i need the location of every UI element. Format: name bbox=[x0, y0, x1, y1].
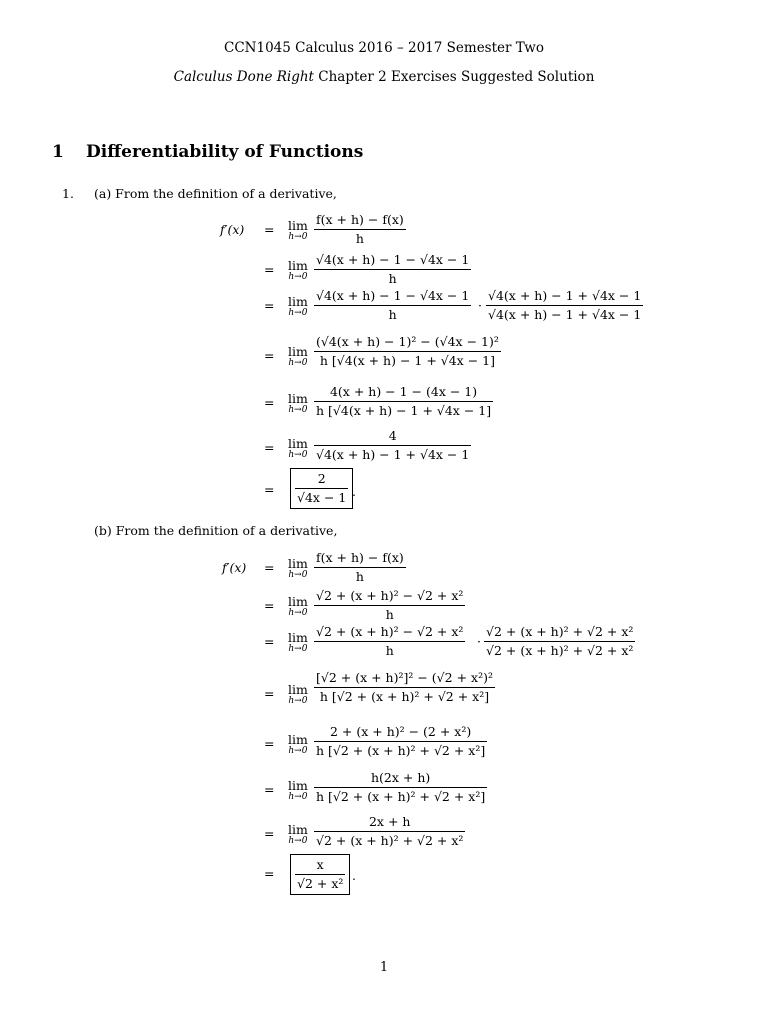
limit: lim h→0 bbox=[288, 391, 308, 415]
lhs-a: f′(x) bbox=[220, 222, 245, 237]
limit: lim h→0 bbox=[288, 630, 308, 654]
fraction: h(2x + h) h [√2 + (x + h)² + √2 + x²] bbox=[316, 770, 486, 804]
equals: = bbox=[264, 782, 275, 797]
section-number: 1 bbox=[52, 142, 64, 162]
fraction: 2x + h √2 + (x + h)² + √2 + x² bbox=[316, 814, 464, 848]
fraction: √4(x + h) − 1 − √4x − 1 h bbox=[316, 252, 470, 286]
fraction: √4(x + h) − 1 − √4x − 1 h bbox=[316, 288, 470, 322]
page-number: 1 bbox=[379, 960, 389, 975]
equals: = bbox=[264, 634, 275, 649]
period: . bbox=[352, 868, 356, 883]
limit: lim h→0 bbox=[288, 556, 308, 580]
fraction: √2 + (x + h)² + √2 + x² √2 + (x + h)² + √2 + x² bbox=[486, 624, 634, 658]
limit: lim h→0 bbox=[288, 258, 308, 282]
limit: lim h→0 bbox=[288, 594, 308, 618]
limit: lim h→0 bbox=[288, 344, 308, 368]
equals: = bbox=[264, 482, 275, 497]
section-title: Differentiability of Functions bbox=[86, 142, 364, 162]
equals: = bbox=[264, 686, 275, 701]
equals: = bbox=[264, 395, 275, 410]
part-a-label: (a) From the definition of a derivative, bbox=[94, 186, 337, 201]
section-heading bbox=[52, 142, 363, 162]
fraction: f(x + h) − f(x) h bbox=[316, 550, 404, 584]
limit: lim h→0 bbox=[288, 732, 308, 756]
equals: = bbox=[264, 598, 275, 613]
equals: = bbox=[264, 826, 275, 841]
equals: = bbox=[264, 866, 275, 881]
limit: lim h→0 bbox=[288, 682, 308, 706]
book-title: Calculus Done Right bbox=[173, 69, 314, 85]
fraction: √2 + (x + h)² − √2 + x² h bbox=[316, 624, 464, 658]
multiply-dot: · bbox=[478, 298, 482, 313]
fraction: √4(x + h) − 1 + √4x − 1 √4(x + h) − 1 + √4x − 1 bbox=[488, 288, 642, 322]
limit: lim h→0 bbox=[288, 822, 308, 846]
header-line-1: CCN1045 Calculus 2016 – 2017 Semester Two bbox=[224, 40, 544, 56]
limit: lim h→0 bbox=[288, 436, 308, 460]
period: . bbox=[352, 484, 356, 499]
lhs-b: f′(x) bbox=[222, 560, 247, 575]
boxed-result-a: 2 √4x − 1 bbox=[290, 468, 353, 509]
limit: lim h→0 bbox=[288, 778, 308, 802]
equals: = bbox=[264, 736, 275, 751]
fraction: 4(x + h) − 1 − (4x − 1) h [√4(x + h) − 1 + √4x − 1] bbox=[316, 384, 492, 418]
limit: lim h→0 bbox=[288, 294, 308, 318]
fraction: 2 + (x + h)² − (2 + x²) h [√2 + (x + h)² + √2 + x²] bbox=[316, 724, 486, 758]
header-line-2 bbox=[0, 69, 768, 85]
problem-number: 1. bbox=[62, 186, 74, 201]
fraction: (√4(x + h) − 1)² − (√4x − 1)² h [√4(x + h) − 1 + √4x − 1] bbox=[316, 334, 499, 368]
equals: = bbox=[264, 348, 275, 363]
fraction: √2 + (x + h)² − √2 + x² h bbox=[316, 588, 464, 622]
equals: = bbox=[264, 298, 275, 313]
multiply-dot: · bbox=[477, 634, 481, 649]
fraction: f(x + h) − f(x) h bbox=[316, 212, 404, 246]
equals: = bbox=[264, 222, 275, 237]
equals: = bbox=[264, 262, 275, 277]
equals: = bbox=[264, 440, 275, 455]
fraction: 4 √4(x + h) − 1 + √4x − 1 bbox=[316, 428, 470, 462]
part-b-label: (b) From the definition of a derivative, bbox=[94, 523, 338, 538]
fraction: [√2 + (x + h)²]² − (√2 + x²)² h [√2 + (x + h)² + √2 + x²] bbox=[316, 670, 493, 704]
limit: lim h→0 bbox=[288, 218, 308, 242]
header-rest: Chapter 2 Exercises Suggested Solution bbox=[313, 69, 595, 85]
equals: = bbox=[264, 560, 275, 575]
boxed-result-b: x √2 + x² bbox=[290, 854, 350, 895]
